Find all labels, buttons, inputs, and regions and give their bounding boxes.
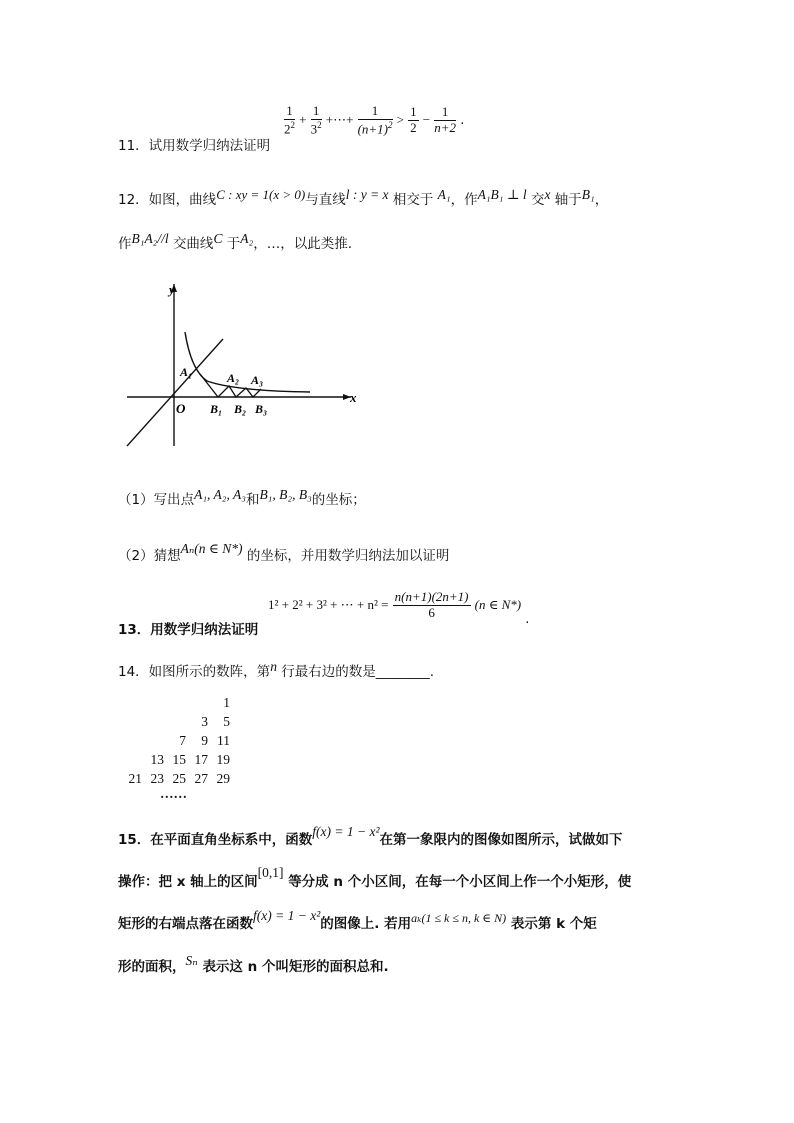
cell: 7 — [179, 733, 186, 748]
cell: 5 — [223, 714, 230, 729]
q11-formula: $\frac{1}{2^2}$ + $\frac{1}{3^2}$ +⋯+ $\frac{1}{(n+1)^2}$ > $\frac{1}{2}$ − $\frac{1}{n+2}$ . — [284, 103, 465, 137]
cell: 23 — [150, 771, 164, 786]
q15-line2: 操作：把 x 轴上的区间[0,1] 等分成 n 个小区间，在每一个小区间上作一个小矩形，使 — [118, 865, 632, 890]
cell: 29 — [216, 771, 230, 786]
fig-A1-label: A₁ — [180, 365, 193, 379]
q12-part2: （2）猜想Aₙ(n ∈ N*) 的坐标，并用数学归纳法加以证明 — [118, 541, 450, 564]
cell: 21 — [128, 771, 142, 786]
cell: 9 — [201, 733, 208, 748]
cell: 25 — [172, 771, 186, 786]
q13-prefix: 13．用数学归纳法证明 — [118, 622, 259, 638]
fig-A3-label: A₃ — [251, 373, 264, 387]
fig-B1-label: B₁ — [210, 402, 223, 416]
cell: 11 — [217, 733, 230, 748]
q12-figure — [115, 278, 375, 453]
fig-origin-label: O — [176, 401, 186, 416]
fig-B2-label: B₂ — [234, 402, 247, 416]
fig-B3-label: B₃ — [255, 402, 268, 416]
array-ellipsis: …… — [160, 786, 187, 801]
cell: 1 — [223, 695, 230, 710]
q15-line3: 矩形的右端点落在函数f(x) = 1 − x²的图像上. 若用aₖ(1 ≤ k ≤ n, k ∈ N) 表示第 k 个矩 — [118, 908, 597, 932]
q14-text: 14．如图所示的数阵，第n 行最右边的数是________. — [118, 659, 435, 680]
cell: 17 — [194, 752, 208, 767]
q15-line4: 形的面积，Sₙ 表示这 n 个叫矩形的面积总和. — [118, 953, 389, 975]
fig-y-label: y — [169, 282, 175, 297]
cell: 13 — [150, 752, 164, 767]
q12-part1: （1）写出点A₁, A₂, A₃和B₁, B₂, B₃的坐标； — [118, 487, 366, 508]
cell: 15 — [172, 752, 186, 767]
q12-line2: 作B₁A₂//l 交曲线C 于A₂，…，以此类推. — [118, 231, 352, 252]
cell: 19 — [216, 752, 230, 767]
q13-formula: 1² + 2² + 3² + ⋯ + n² = $\frac{n(n+1)(2n+1)}{6}$ (n ∈ N*) . — [268, 589, 530, 627]
q15-line1: 15．在平面直角坐标系中，函数f(x) = 1 − x²在第一象限内的图像如图所示，试做如下 — [118, 824, 623, 848]
curve-c — [185, 332, 310, 392]
line-l — [127, 339, 223, 446]
fig-A2-label: A₂ — [227, 371, 240, 385]
q12-line1: 12．如图，曲线C : xy = 1(x > 0)与直线l : y = x 相交于 A₁，作A₁B₁ ⊥ l 交x 轴于B₁， — [118, 187, 609, 208]
q11-prefix: 11．试用数学归纳法证明 — [118, 138, 271, 154]
fig-x-label: x — [350, 390, 357, 405]
cell: 27 — [194, 771, 208, 786]
cell: 3 — [201, 714, 208, 729]
